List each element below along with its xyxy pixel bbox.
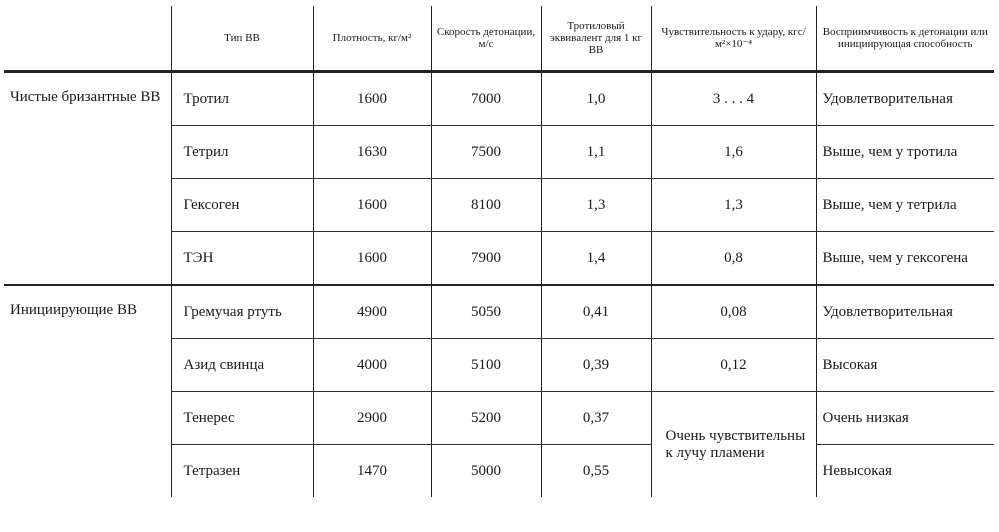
cell-velocity: 8100 xyxy=(431,179,541,232)
cell-density: 1600 xyxy=(313,72,431,126)
cell-velocity: 5000 xyxy=(431,445,541,498)
cell-density: 2900 xyxy=(313,392,431,445)
cell-velocity: 5200 xyxy=(431,392,541,445)
cell-sensitivity: 0,8 xyxy=(651,232,816,286)
header-row xyxy=(4,6,994,72)
cell-velocity: 7900 xyxy=(431,232,541,286)
header-density: Плотность, кг/м² xyxy=(313,6,431,72)
cell-tnt: 0,37 xyxy=(541,392,651,445)
header-sensitivity: Чувствительность к удару, кгс/м²×10⁻⁴ xyxy=(651,6,816,72)
cell-type: Гремучая ртуть xyxy=(171,285,313,339)
cell-susceptibility: Высокая xyxy=(816,339,994,392)
header-velocity: Скорость детонации, м/с xyxy=(431,6,541,72)
cell-tnt: 0,41 xyxy=(541,285,651,339)
header-type: Тип ВВ xyxy=(171,6,313,72)
cell-type: Тротил xyxy=(171,72,313,126)
cell-susceptibility: Удовлетворительная xyxy=(816,285,994,339)
cell-sensitivity: 3 . . . 4 xyxy=(651,72,816,126)
explosives-table xyxy=(4,6,994,497)
table-row xyxy=(4,285,994,339)
cell-type: Азид свинца xyxy=(171,339,313,392)
cell-density: 1600 xyxy=(313,232,431,286)
cell-tnt: 1,1 xyxy=(541,126,651,179)
cell-density: 1600 xyxy=(313,179,431,232)
cell-tnt: 1,0 xyxy=(541,72,651,126)
cell-tnt: 0,55 xyxy=(541,445,651,498)
cell-sensitivity: 0,08 xyxy=(651,285,816,339)
cell-sensitivity: 1,3 xyxy=(651,179,816,232)
cell-type: ТЭН xyxy=(171,232,313,286)
group-label-brisant: Чистые бризантные ВВ xyxy=(4,72,171,286)
cell-velocity: 5100 xyxy=(431,339,541,392)
group-label-initiating: Инициирующие ВВ xyxy=(10,302,137,318)
cell-velocity: 7000 xyxy=(431,72,541,126)
cell-velocity: 7500 xyxy=(431,126,541,179)
cell-type: Тенерес xyxy=(171,392,313,445)
cell-tnt: 1,3 xyxy=(541,179,651,232)
cell-velocity: 5050 xyxy=(431,285,541,339)
cell-susceptibility: Удовлетворительная xyxy=(816,72,994,126)
cell-susceptibility: Выше, чем у гексогена xyxy=(816,232,994,286)
header-susceptibility: Восприимчивость к детонации или инициирующая способность xyxy=(816,6,994,72)
table-row xyxy=(4,72,994,126)
cell-density: 4900 xyxy=(313,285,431,339)
cell-density: 4000 xyxy=(313,339,431,392)
cell-susceptibility: Выше, чем у тротила xyxy=(816,126,994,179)
cell-susceptibility: Выше, чем у тетрила xyxy=(816,179,994,232)
cell-type: Тетразен xyxy=(171,445,313,498)
cell-density: 1470 xyxy=(313,445,431,498)
cell-tnt: 0,39 xyxy=(541,339,651,392)
header-tnt-equivalent: Тротиловый эквивалент для 1 кг ВВ xyxy=(541,6,651,72)
cell-susceptibility: Невысокая xyxy=(816,445,994,498)
cell-sensitivity: 1,6 xyxy=(651,126,816,179)
cell-susceptibility: Очень низкая xyxy=(816,392,994,445)
cell-sensitivity: 0,12 xyxy=(651,339,816,392)
cell-sensitivity-merged: Очень чувствительны к лучу пламени xyxy=(651,392,816,498)
cell-density: 1630 xyxy=(313,126,431,179)
cell-tnt: 1,4 xyxy=(541,232,651,286)
cell-type: Тетрил xyxy=(171,126,313,179)
header-group-empty xyxy=(4,6,171,72)
cell-type: Гексоген xyxy=(171,179,313,232)
